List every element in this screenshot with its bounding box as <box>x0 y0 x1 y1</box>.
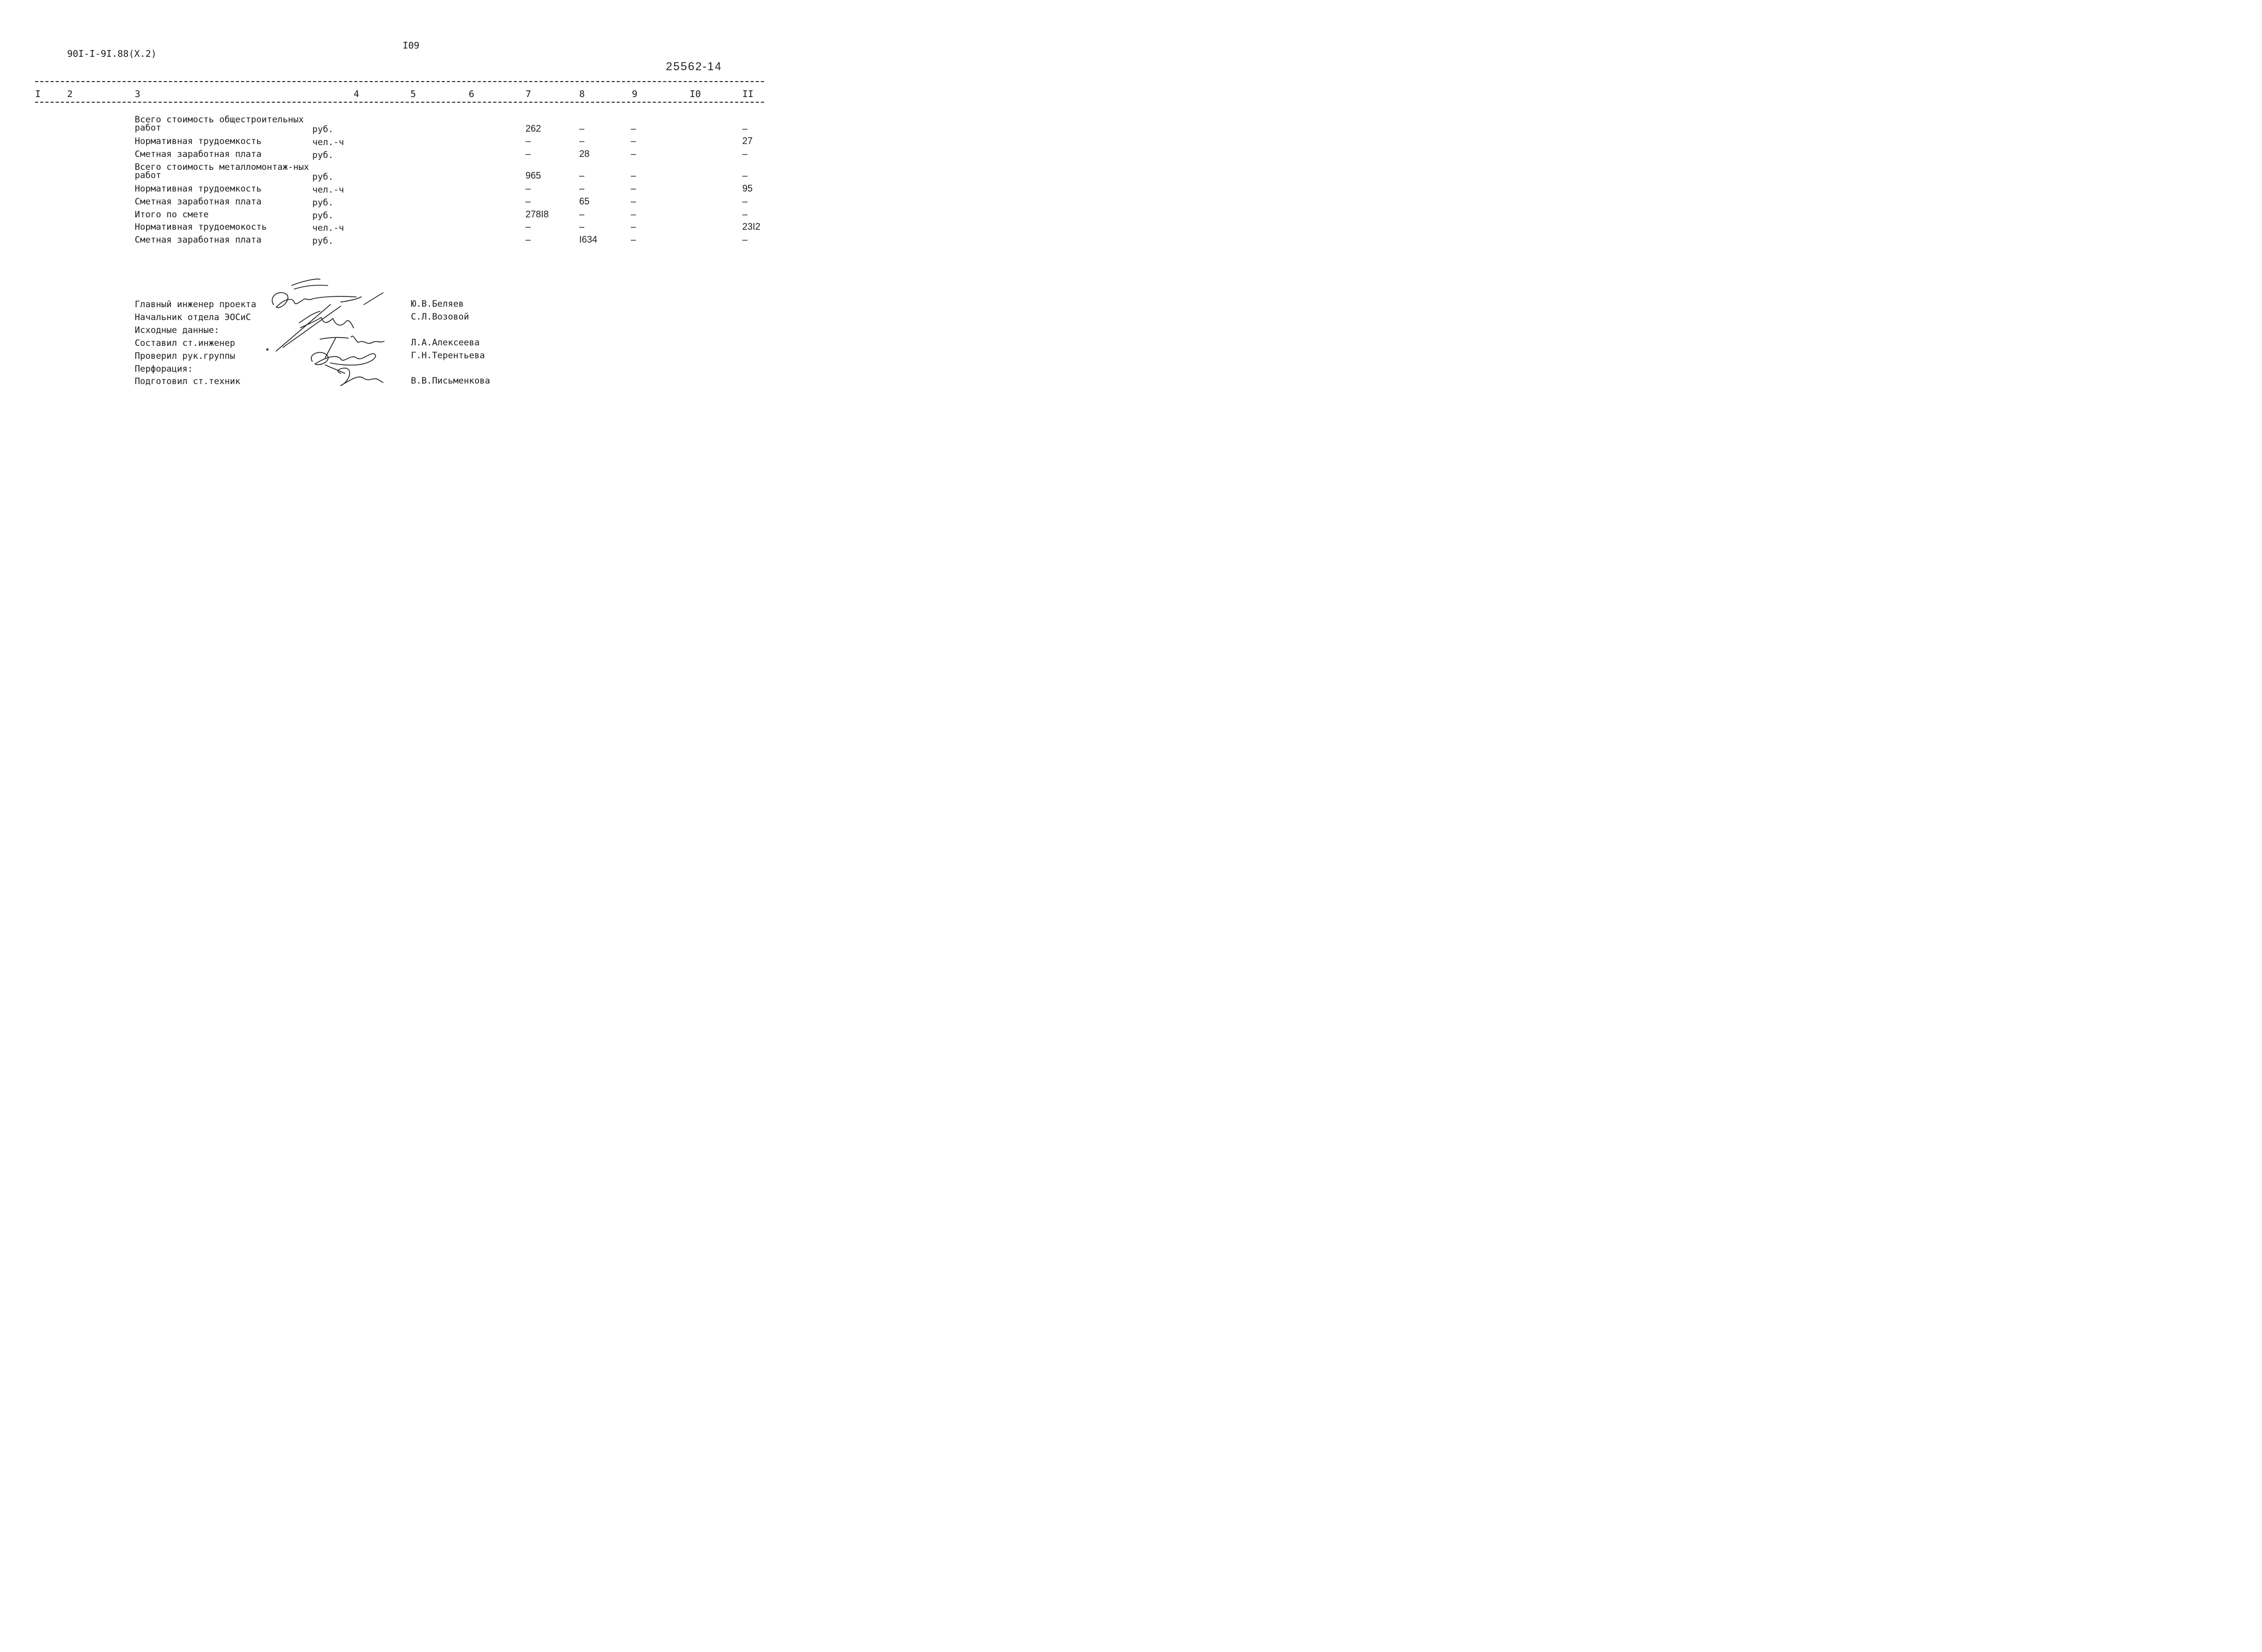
cell-col8: 28 <box>579 149 590 159</box>
row-label: Сметная заработная плата <box>135 197 262 207</box>
signature-role: Исходные данные: <box>135 325 219 336</box>
row-unit: чел.-ч <box>312 185 344 195</box>
signature-stroke <box>299 311 354 328</box>
cell-col9: – <box>631 221 636 232</box>
cell-col11: 27 <box>742 136 753 146</box>
cell-col8: 65 <box>579 196 590 206</box>
signature-stroke <box>338 368 383 386</box>
document-code: 90I-I-9I.88(X.2) <box>67 49 157 59</box>
signature-role: Проверил рук.группы <box>135 351 235 361</box>
signature-stroke <box>311 353 376 366</box>
cell-col8: – <box>579 170 585 181</box>
signature-role: Главный инженер проекта <box>135 299 257 310</box>
cell-col11: – <box>742 196 748 206</box>
cell-col7: – <box>525 149 531 159</box>
cell-col11: – <box>742 149 748 159</box>
cell-col9: – <box>631 196 636 206</box>
cell-col7: – <box>525 183 531 194</box>
row-label: Нормативная трудоемокость <box>135 222 267 232</box>
cell-col9: – <box>631 234 636 245</box>
column-header: 3 <box>135 89 140 100</box>
cell-col8: – <box>579 183 585 194</box>
signature-stroke <box>341 293 383 305</box>
row-label: Нормативная трудоемкость <box>135 136 262 147</box>
row-label: Итого по смете <box>135 210 209 220</box>
signature-role: Начальник отдела ЭОСиС <box>135 312 251 323</box>
page-number: I09 <box>403 40 420 51</box>
sheet-number: 25562-14 <box>666 60 722 73</box>
cell-col7: 278I8 <box>525 209 549 219</box>
signature-stroke <box>292 279 328 290</box>
row-unit: руб. <box>312 150 333 161</box>
cell-col8: – <box>579 209 585 219</box>
column-header: I <box>35 89 41 100</box>
row-label: Всего стоимость металломонтаж-ных работ <box>135 162 309 181</box>
cell-col7: 965 <box>525 170 541 181</box>
column-header: 6 <box>469 89 474 100</box>
column-header: 8 <box>579 89 585 100</box>
cell-col11: – <box>742 234 748 245</box>
column-header: I0 <box>690 89 701 100</box>
column-header: 9 <box>632 89 638 100</box>
row-unit: руб. <box>312 211 333 221</box>
cell-col7: – <box>525 196 531 206</box>
cell-col8: – <box>579 221 585 232</box>
cell-col7: – <box>525 234 531 245</box>
signature-name: Г.Н.Терентьева <box>411 351 485 361</box>
signature-stroke <box>272 293 356 308</box>
cell-col8: – <box>579 123 585 134</box>
column-header: 2 <box>67 89 73 100</box>
row-label: Сметная заработная плата <box>135 149 262 160</box>
signature-stroke <box>267 349 268 351</box>
row-label: Сметная заработная плата <box>135 235 262 245</box>
column-header: 4 <box>354 89 359 100</box>
signature-name: С.Л.Возовой <box>411 312 469 322</box>
cell-col9: – <box>631 136 636 146</box>
cell-col11: 23I2 <box>742 221 761 232</box>
signature-name: Ю.В.Беляев <box>411 299 464 309</box>
cell-col11: 95 <box>742 183 753 194</box>
cell-col8: – <box>579 136 585 146</box>
table-top-rule <box>35 81 764 82</box>
signature-role: Перфорация: <box>135 364 193 374</box>
column-header: II <box>742 89 754 100</box>
row-unit: руб. <box>312 172 333 182</box>
column-header: 5 <box>410 89 416 100</box>
row-unit: чел.-ч <box>312 137 344 148</box>
signature-role: Подготовил ст.техник <box>135 376 241 387</box>
row-unit: руб. <box>312 198 333 208</box>
table-header-rule <box>35 102 764 103</box>
row-unit: чел.-ч <box>312 223 344 233</box>
cell-col11: – <box>742 123 748 134</box>
signature-stroke <box>325 365 345 373</box>
column-header: 7 <box>525 89 531 100</box>
cell-col9: – <box>631 123 636 134</box>
cell-col7: – <box>525 136 531 146</box>
cell-col9: – <box>631 183 636 194</box>
row-label: Нормативная трудоемкость <box>135 184 262 194</box>
row-label: Всего стоимость общестроительных работ <box>135 115 304 133</box>
cell-col9: – <box>631 209 636 219</box>
cell-col9: – <box>631 149 636 159</box>
signature-stroke <box>276 305 341 351</box>
cell-col11: – <box>742 170 748 181</box>
cell-col8: I634 <box>579 234 598 245</box>
cell-col11: – <box>742 209 748 219</box>
signature-stroke <box>320 336 384 358</box>
cell-col9: – <box>631 170 636 181</box>
row-unit: руб. <box>312 236 333 246</box>
handwritten-signatures <box>263 276 392 390</box>
signature-name: Л.А.Алексеева <box>411 338 480 348</box>
row-unit: руб. <box>312 124 333 135</box>
cell-col7: – <box>525 221 531 232</box>
signature-role: Составил ст.инженер <box>135 338 235 348</box>
signature-name: В.В.Письменкова <box>411 376 490 386</box>
cell-col7: 262 <box>525 123 541 134</box>
